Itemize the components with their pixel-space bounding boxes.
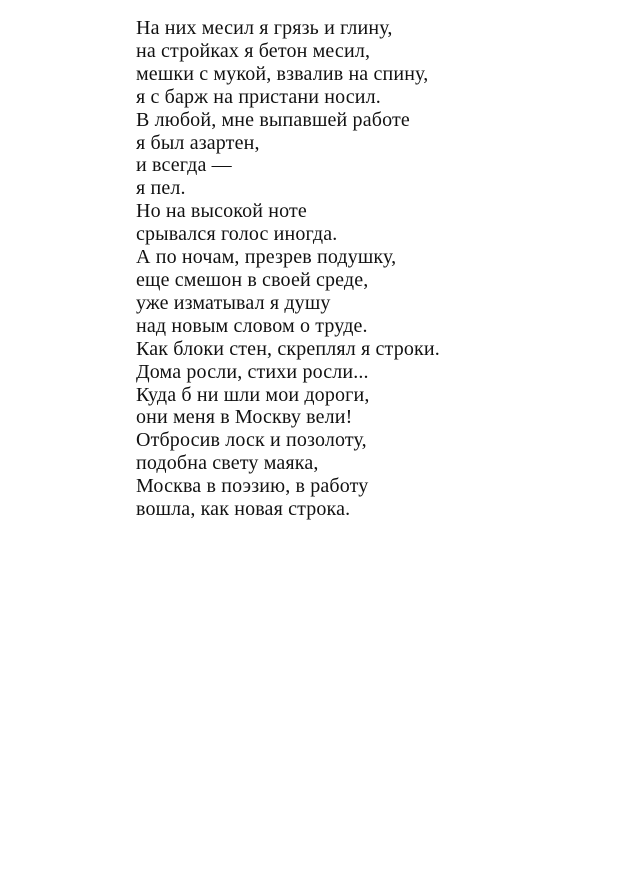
poem-line: Москва в поэзию, в работу: [136, 475, 369, 498]
poem-line: я с барж на пристани носил.: [136, 85, 381, 108]
poem-line: над новым словом о труде.: [136, 314, 368, 337]
poem-line: вошла, как новая строка.: [136, 498, 351, 521]
poem-line: В любой, мне выпавшей работе: [136, 108, 410, 131]
poem-line: На них месил я грязь и глину,: [136, 17, 393, 39]
poem-line: подобна свету маяка,: [136, 452, 319, 475]
poem-line: они меня в Москву вели!: [136, 406, 353, 429]
poem-line: я был азартен,: [136, 131, 260, 154]
poem-line: Дома росли, стихи росли...: [136, 360, 369, 383]
poem-line: мешки с мукой, взвалив на спину,: [136, 62, 429, 85]
poem-line: Но на высокой ноте: [136, 200, 307, 223]
poem-line: Как блоки стен, скреплял я строки.: [136, 337, 440, 360]
poem-line: уже изматывал я душу: [136, 291, 331, 314]
poem-line: я пел.: [136, 177, 186, 200]
poem-line: срывался голос иногда.: [136, 223, 338, 246]
poem-line: на стройках я бетон месил,: [136, 39, 371, 62]
poem-line: Отбросив лоск и позолоту,: [136, 429, 367, 452]
poem-line: еще смешон в своей среде,: [136, 268, 369, 291]
poem-line: Куда б ни шли мои дороги,: [136, 383, 370, 406]
poem-line: и всегда —: [136, 154, 232, 177]
poem-text: [136, 17, 440, 521]
poem-line: А по ночам, презрев подушку,: [136, 246, 397, 269]
